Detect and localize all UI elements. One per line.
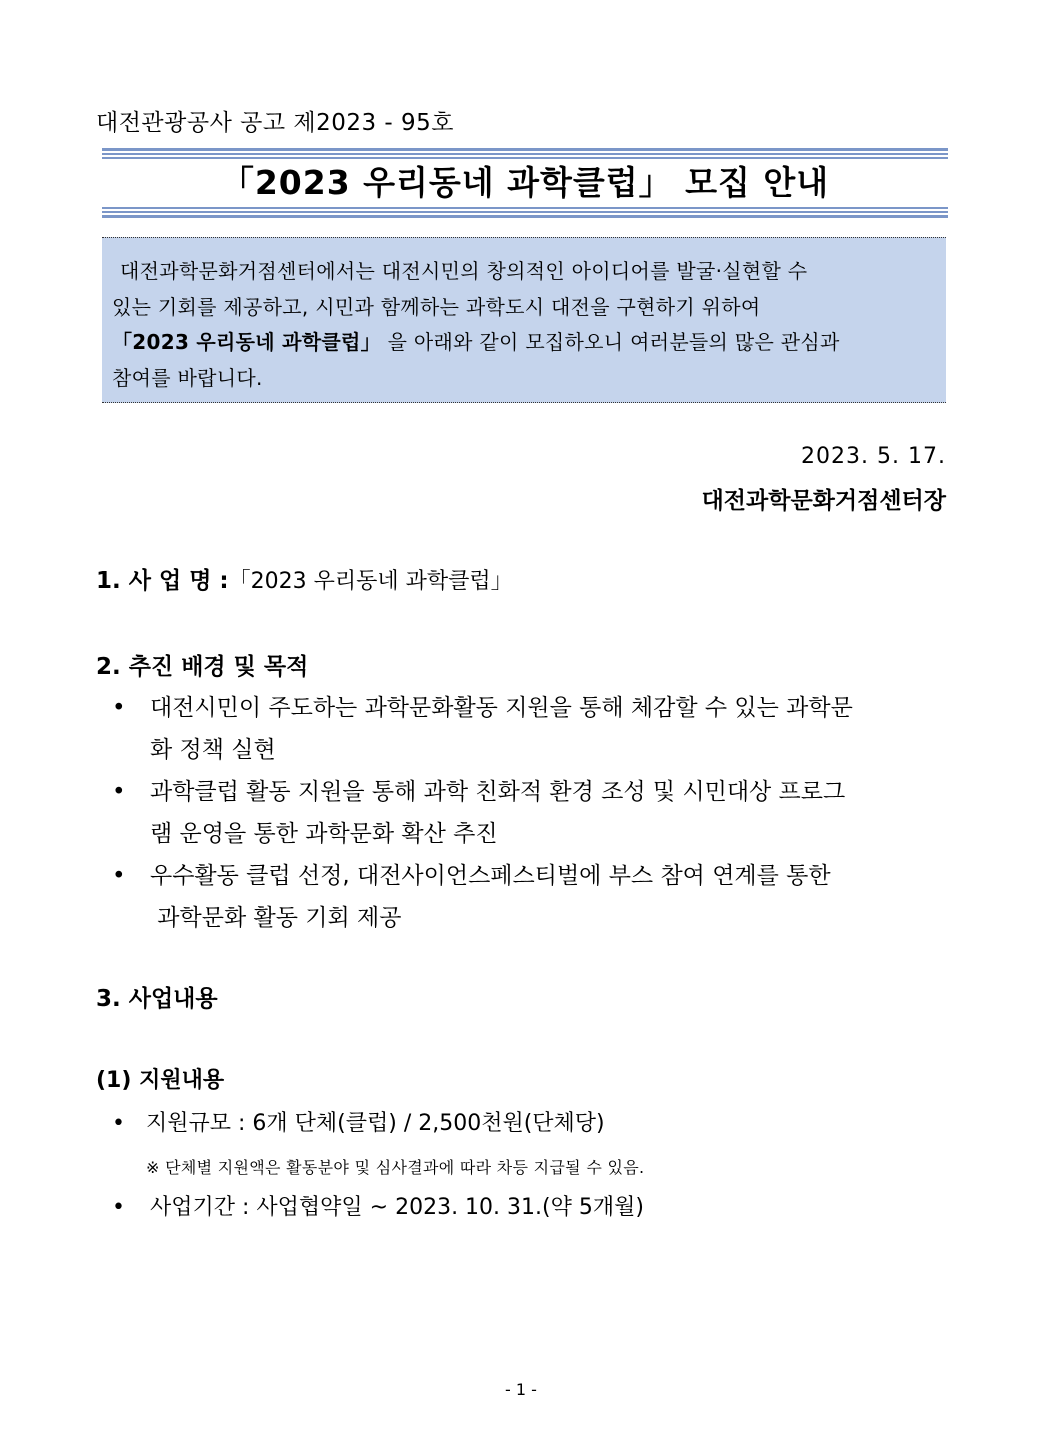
signer: 대전과학문화거점센터장 bbox=[701, 488, 946, 514]
list-item bbox=[112, 855, 952, 939]
title-rule-top bbox=[102, 148, 948, 159]
support-scale-item bbox=[112, 1106, 605, 1137]
notice-number: 대전관광공사 공고 제2023 - 95호 bbox=[96, 110, 455, 136]
intro-box bbox=[102, 237, 946, 403]
bullet-icon: • bbox=[112, 695, 126, 721]
list-item-line-2: 램 운영을 통한 과학문화 확산 추진 bbox=[150, 821, 498, 847]
list-item-line-1: 우수활동 클럽 선정, 대전사이언스페스티벌에 부스 참여 연계를 통한 bbox=[150, 863, 831, 889]
bullet-icon: • bbox=[112, 863, 126, 889]
list-item bbox=[112, 771, 952, 855]
intro-line-1: 대전과학문화거점센터에서는 대전시민의 창의적인 아이디어를 발굴·실현할 수 bbox=[120, 259, 808, 283]
issue-date: 2023. 5. 17. bbox=[801, 444, 946, 469]
bullet-icon: • bbox=[112, 1195, 125, 1220]
support-note: ※ 단체별 지원액은 활동분야 및 심사결과에 따라 차등 지급될 수 있음. bbox=[146, 1158, 645, 1177]
intro-highlight: 「2023 우리동네 과학클럽」 bbox=[112, 330, 381, 354]
list-item-line-2: 화 정책 실현 bbox=[150, 737, 276, 763]
page-title: 「2023 우리동네 과학클럽」 모집 안내 bbox=[220, 163, 830, 202]
support-scale: 지원규모 : 6개 단체(클럽) / 2,500천원(단체당) bbox=[146, 1111, 605, 1136]
section-2-heading: 2. 추진 배경 및 목적 bbox=[96, 654, 309, 680]
section-1 bbox=[96, 562, 513, 595]
list-item-line-1: 대전시민이 주도하는 과학문화활동 지원을 통해 체감할 수 있는 과학문 bbox=[150, 695, 853, 721]
intro-line-3 bbox=[112, 325, 936, 361]
intro-line-2: 있는 기회를 제공하고, 시민과 함께하는 과학도시 대전을 구현하기 위하여 bbox=[112, 294, 761, 319]
project-period: 사업기간 : 사업협약일 ~ 2023. 10. 31.(약 5개월) bbox=[150, 1195, 644, 1220]
intro-line-4: 참여를 바랍니다. bbox=[112, 365, 263, 390]
list-item bbox=[112, 687, 952, 771]
list-item-line-2: 과학문화 활동 기회 제공 bbox=[150, 905, 402, 931]
list-item-line-1: 과학클럽 활동 지원을 통해 과학 친화적 환경 조성 및 시민대상 프로그 bbox=[150, 779, 846, 805]
title-rule-bottom bbox=[102, 207, 948, 218]
intro-line-3-rest: 을 아래와 같이 모집하오니 여러분들의 많은 관심과 bbox=[387, 330, 840, 354]
bullet-icon: • bbox=[112, 1111, 125, 1136]
section-3-heading: 3. 사업내용 bbox=[96, 986, 218, 1012]
section-1-label: 1. 사 업 명 : bbox=[96, 568, 229, 594]
period-item bbox=[112, 1190, 644, 1221]
sub-heading-support: (1) 지원내용 bbox=[96, 1068, 225, 1093]
bullet-icon: • bbox=[112, 779, 126, 805]
page-number: - 1 - bbox=[505, 1380, 537, 1399]
section-1-value: 「2023 우리동네 과학클럽」 bbox=[228, 569, 513, 594]
